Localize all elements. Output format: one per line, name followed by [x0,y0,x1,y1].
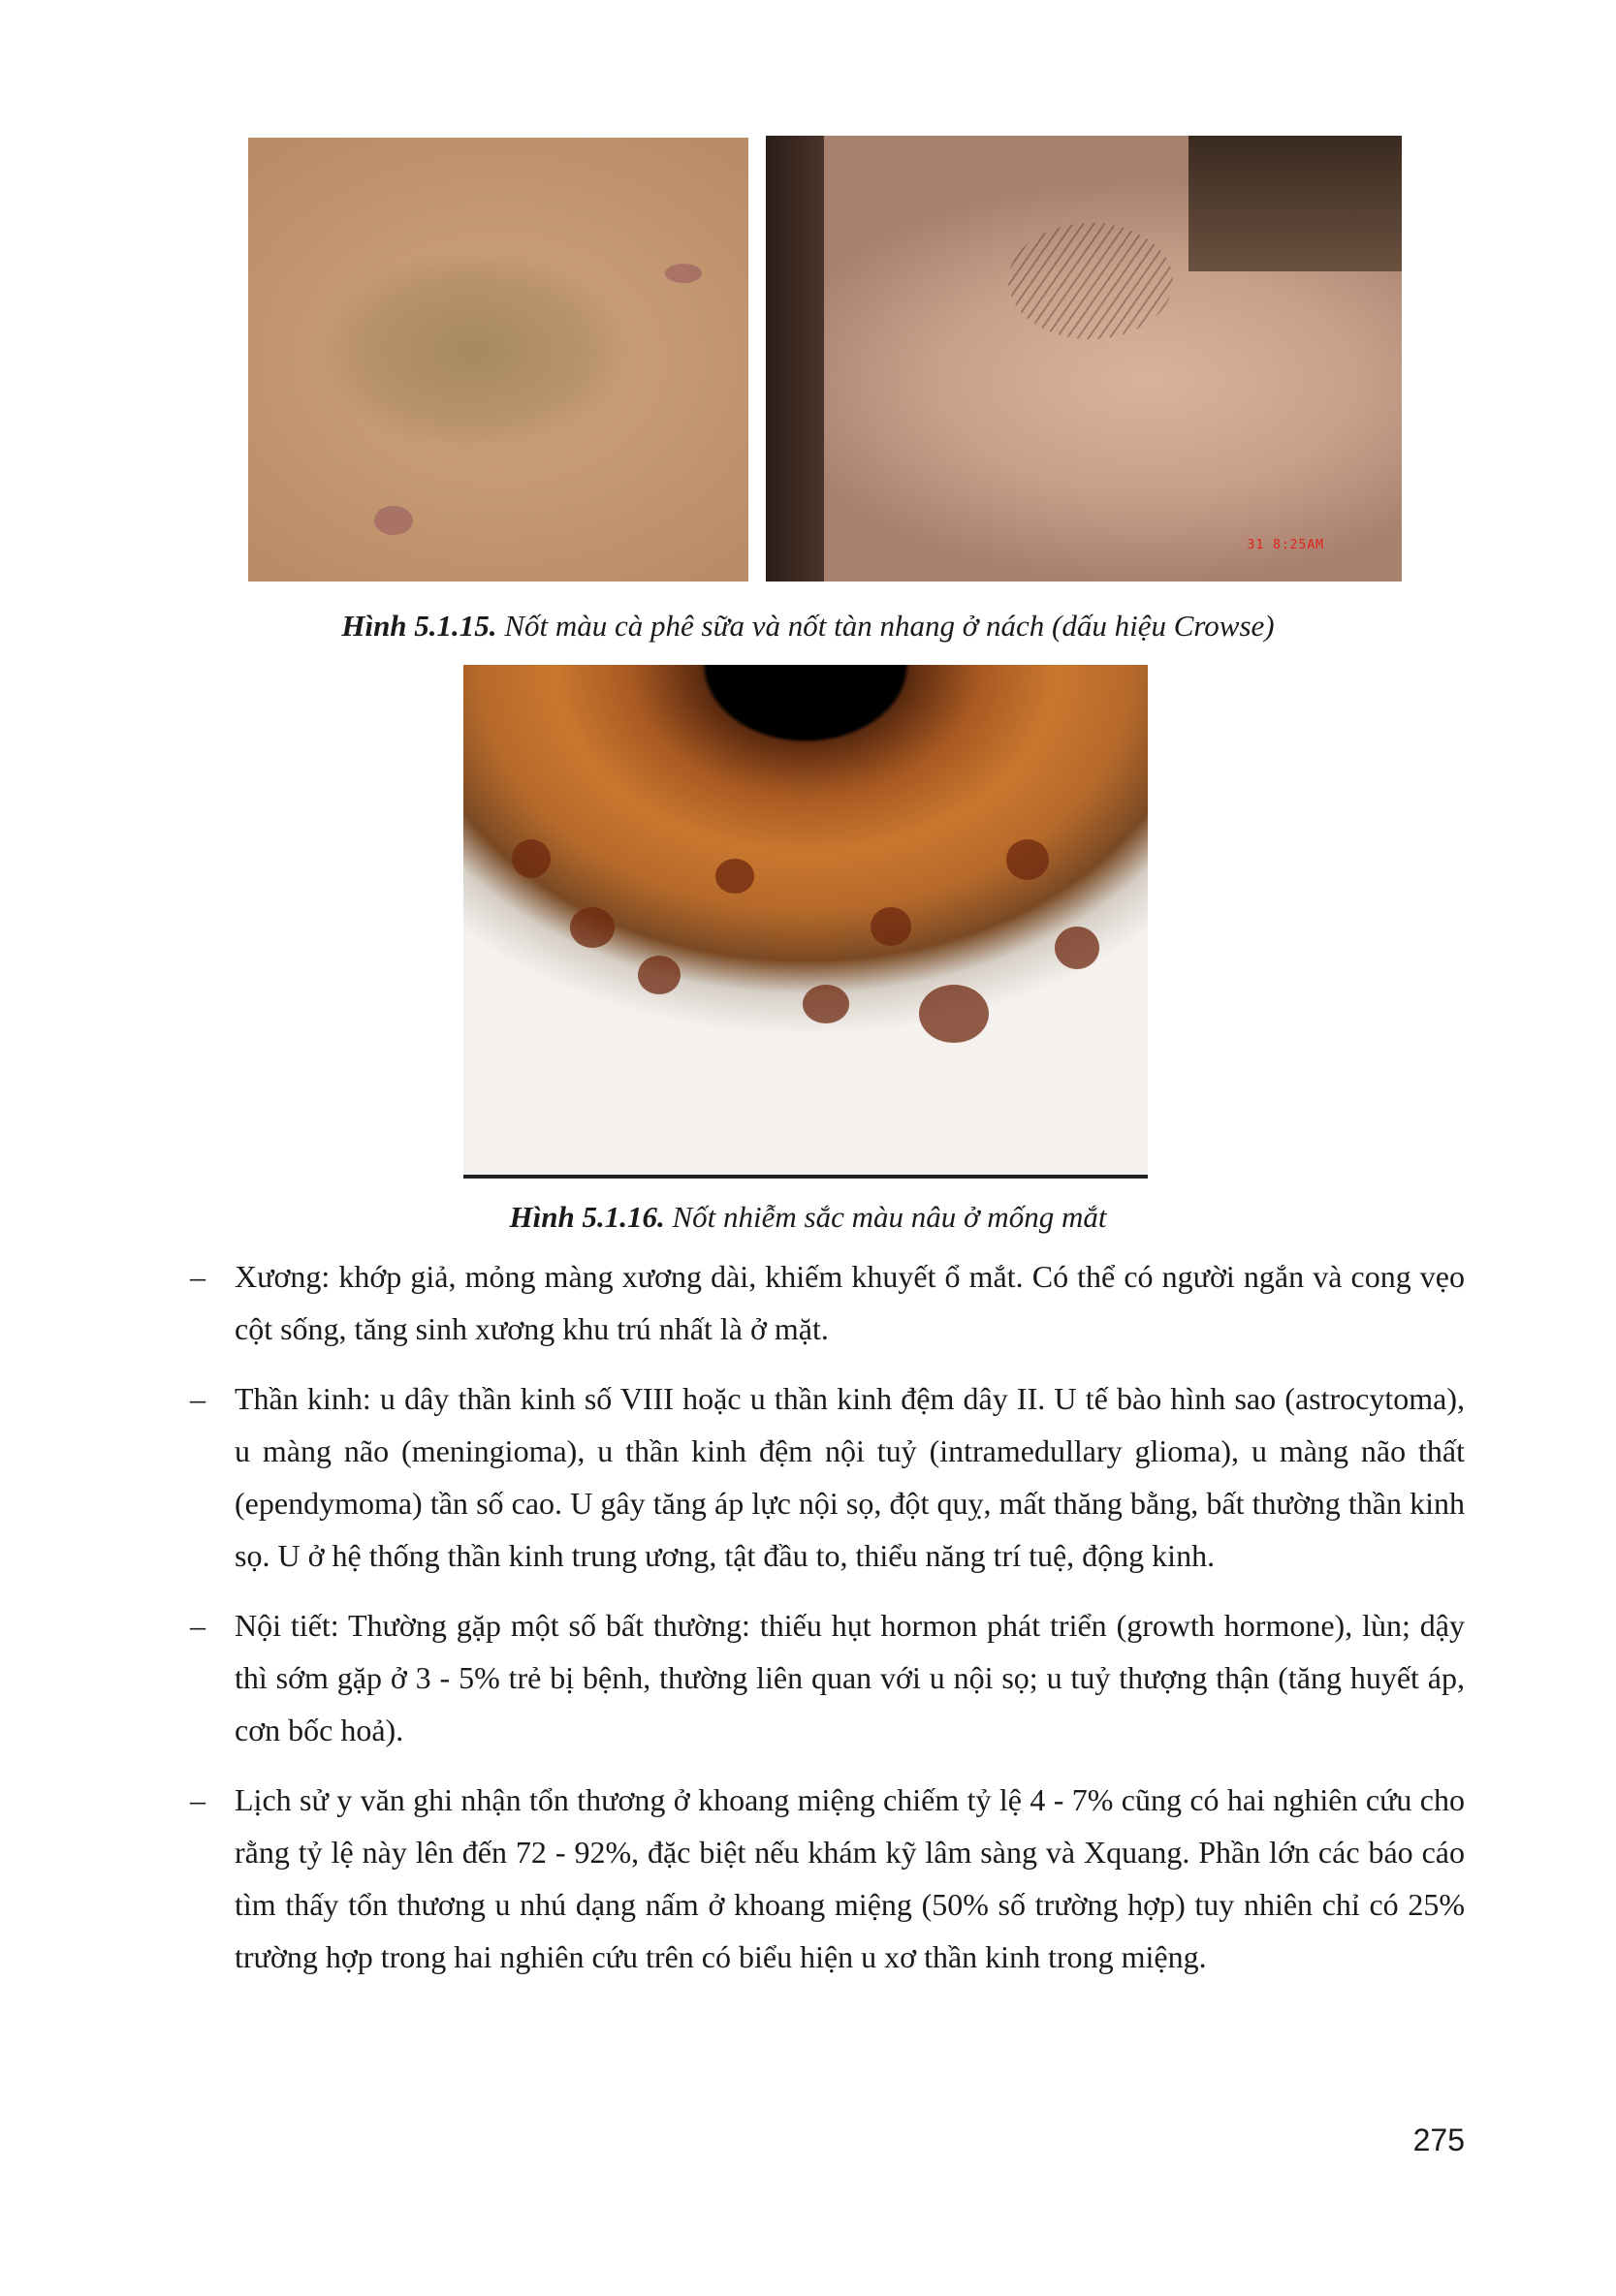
cafe-au-lait-photo [248,138,748,582]
photo-timestamp: 31 8:25AM [1247,538,1324,552]
list-item [190,1774,1465,1983]
photo-border [463,1175,1148,1179]
lisch-nodule [638,956,681,994]
lisch-nodule [1006,839,1049,880]
bullet-marker: – [190,1782,206,1817]
figure-number: Hình 5.1.15. [341,609,497,643]
axillary-freckling-photo [766,136,1402,582]
lisch-nodule [512,839,551,878]
figure-caption-5-1-15 [0,609,1616,644]
bullet-marker: – [190,1381,206,1416]
lisch-nodule [715,859,754,894]
list-item-text: Lịch sử y văn ghi nhận tổn thương ở khoang miệng chiếm tỷ lệ 4 - 7% cũng có hai nghiên cứu cho rằng tỷ lệ này lên đến 72 - 92%, đặc biệt nếu khám kỹ lâm sàng và Xquang. Phần lớn các báo cáo tìm thấy tổn thương u nhú dạng nấm ở khoang miệng (50% số trường hợp) tuy nhiên chỉ có 25% trường hợp trong hai nghiên cứu trên có biểu hiện u xơ thần kinh trong miệng. [235,1782,1465,1974]
page-number: 275 [1412,2123,1465,2157]
list-item-text: Nội tiết: Thường gặp một số bất thường: thiếu hụt hormon phát triển (growth hormone), lùn; dậy thì sớm gặp ở 3 - 5% trẻ bị bệnh, thường liên quan với u nội sọ; u tuỷ thượng thận (tăng huyết áp, cơn bốc hoả). [235,1608,1465,1747]
iris-lisch-nodules-photo [463,665,1148,1179]
skin-spot [374,506,413,535]
figure-number: Hình 5.1.16. [509,1200,665,1234]
list-item-text: Thần kinh: u dây thần kinh số VIII hoặc u thần kinh đệm dây II. U tế bào hình sao (astrocytoma), u màng não (meningioma), u thần kinh đệm nội tuỷ (intramedullary glioma), u màng não thất (ependymoma) tần số cao. U gây tăng áp lực nội sọ, đột quỵ, mất thăng bằng, bất thường thần kinh sọ. U ở hệ thống thần kinh trung ương, tật đầu to, thiểu năng trí tuệ, động kinh. [235,1381,1465,1573]
lisch-nodule [919,985,989,1043]
bullet-marker: – [190,1259,206,1294]
list-item [190,1372,1465,1582]
figure-caption-5-1-16 [0,1200,1616,1235]
lisch-nodule [871,907,911,946]
lisch-nodule [803,985,849,1023]
list-item-text: Xương: khớp giả, mỏng màng xương dài, khiếm khuyết ổ mắt. Có thể có người ngắn và cong vẹo cột sống, tăng sinh xương khu trú nhất là ở mặt. [235,1259,1465,1346]
list-item [190,1250,1465,1355]
bullet-marker: – [190,1608,206,1643]
bullet-list [190,1250,1465,2000]
figure-caption-text: Nốt nhiễm sắc màu nâu ở mống mắt [672,1200,1107,1234]
figure-caption-text: Nốt màu cà phê sữa và nốt tàn nhang ở nách (dấu hiệu Crowse) [504,609,1275,643]
axilla-hair [1008,223,1173,339]
lisch-nodule [570,907,615,948]
figure-5-1-15-images [248,136,1402,582]
photo-shadow [766,136,824,582]
list-item [190,1599,1465,1756]
lisch-nodule [1055,927,1099,969]
photo-background [1188,136,1402,271]
skin-spot [665,264,702,283]
